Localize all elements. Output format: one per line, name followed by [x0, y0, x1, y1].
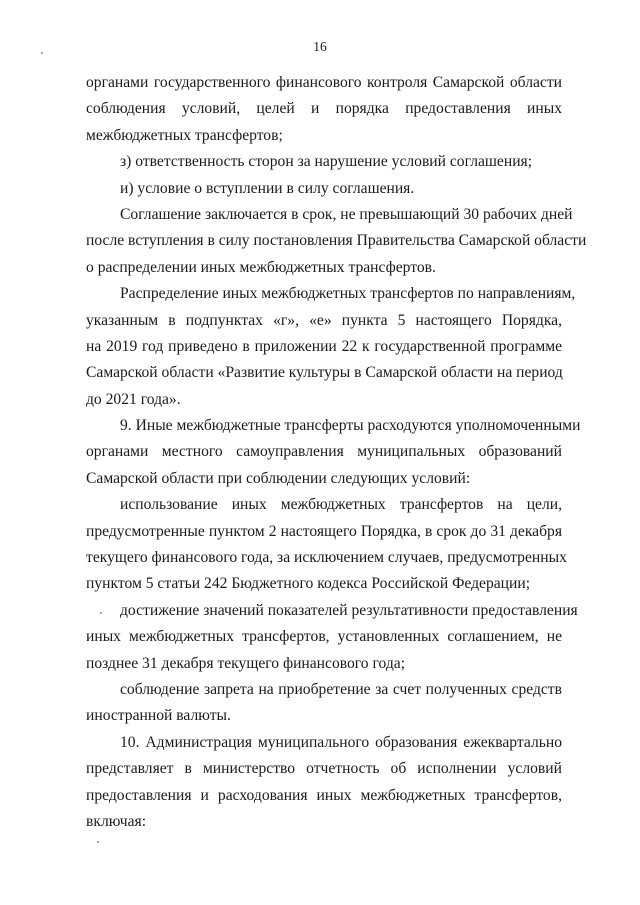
- text-line: иных межбюджетных трансфертов, установленных соглашением, не: [86, 628, 562, 646]
- paragraph: [86, 70, 562, 149]
- paragraph: [86, 149, 562, 175]
- text-line: органами местного самоуправления муниципальных образований: [86, 443, 562, 461]
- scan-speck: [97, 841, 99, 843]
- text-line: указанным в подпунктах «г», «е» пункта 5 настоящего Порядка,: [86, 311, 562, 329]
- text-line: 9. Иные межбюджетные трансферты расходуются уполномоченными: [120, 417, 581, 435]
- text-line: соблюдение запрета на приобретение за счет полученных средств: [120, 680, 562, 698]
- text-line: 10. Администрация муниципального образования ежеквартально: [120, 733, 562, 751]
- page-number: 16: [313, 39, 327, 54]
- text-line: использование иных межбюджетных трансфертов на цели,: [120, 496, 562, 514]
- paragraph: [86, 492, 567, 598]
- paragraph: [86, 202, 587, 281]
- text-line: достижение значений показателей результативности предоставления: [120, 601, 578, 619]
- paragraph: [86, 598, 578, 677]
- document-body: [86, 70, 587, 835]
- text-line: з) ответственность сторон за нарушение условий соглашения;: [120, 153, 533, 171]
- text-line: Распределение иных межбюджетных трансфертов по направлениям,: [120, 285, 576, 303]
- text-line: позднее 31 декабря текущего финансового года;: [86, 654, 406, 672]
- text-line: о распределении иных межбюджетных трансфертов.: [86, 258, 436, 276]
- scan-speck: [41, 52, 43, 54]
- text-line: Самарской области «Развитие культуры в Самарской области на период: [86, 364, 563, 382]
- text-line: текущего финансового года, за исключением случаев, предусмотренных: [86, 549, 567, 567]
- paragraph: [86, 730, 562, 836]
- text-line: представляет в министерство отчетность об исполнении условий: [86, 760, 562, 778]
- paragraph: [86, 677, 562, 730]
- text-line: включая:: [86, 812, 147, 830]
- paragraph: [86, 413, 581, 492]
- paragraph: [86, 281, 576, 413]
- paragraph: [86, 176, 562, 202]
- text-line: Соглашение заключается в срок, не превышающий 30 рабочих дней: [120, 205, 573, 223]
- text-line: и) условие о вступлении в силу соглашения.: [120, 179, 415, 197]
- text-line: пунктом 5 статьи 242 Бюджетного кодекса Российской Федерации;: [86, 575, 531, 593]
- text-line: на 2019 год приведено в приложении 22 к государственной программе: [86, 337, 562, 355]
- text-line: до 2021 года».: [86, 390, 181, 408]
- text-line: предоставления и расходования иных межбюджетных трансфертов,: [86, 786, 562, 804]
- text-line: предусмотренные пунктом 2 настоящего Порядка, в срок до 31 декабря: [86, 522, 562, 540]
- text-line: после вступления в силу постановления Правительства Самарской области: [86, 232, 587, 250]
- scan-speck: [100, 612, 102, 614]
- text-line: межбюджетных трансфертов;: [86, 126, 283, 144]
- text-line: соблюдения условий, целей и порядка предоставления иных: [86, 100, 562, 118]
- text-line: иностранной валюты.: [86, 707, 231, 725]
- text-line: органами государственного финансового контроля Самарской области: [86, 74, 562, 91]
- text-line: Самарской области при соблюдении следующих условий:: [86, 469, 471, 487]
